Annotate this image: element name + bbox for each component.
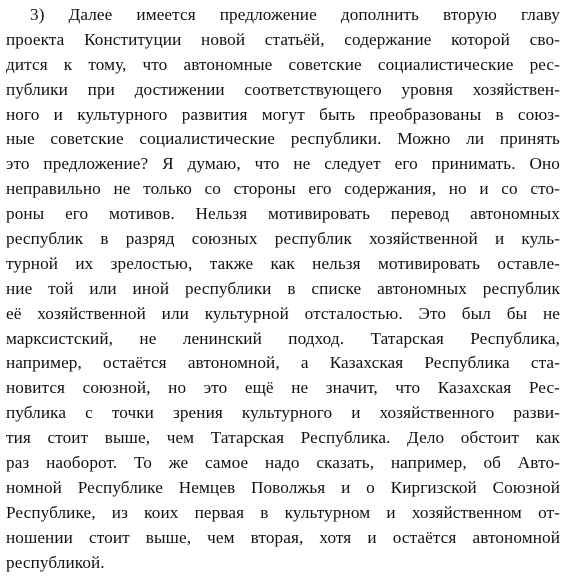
text-line-12: ние той или иной республики в списке автономных республик (6, 278, 560, 298)
text-line-5: ного и культурного развития могут быть преобразованы в союз- (6, 104, 560, 124)
text-line-10: республик в разряд союзных республик хозяйственной и куль- (6, 229, 560, 249)
text-line-22: ношении стоит выше, чем вторая, хотя и остаётся автономной (6, 527, 560, 547)
paragraph (6, 3, 560, 575)
text-line-2: проекта Конституции новой статьёй, содержание которой сво- (6, 29, 560, 49)
text-line-18: тия стоит выше, чем Татарская Республика. Дело обстоит как (6, 428, 560, 448)
text-line-14: марксистский, не ленинский подход. Татарская Республика, (6, 328, 560, 348)
text-line-8: неправильно не только со стороны его содержания, но и со сто- (6, 179, 560, 199)
text-line-23: республикой. (6, 552, 105, 572)
text-line-9: роны его мотивов. Нельзя мотивировать перевод автономных (6, 204, 560, 224)
text-line-17: публика с точки зрения культурного и хозяйственного разви- (6, 403, 560, 423)
text-line-19: раз наоборот. То же самое надо сказать, например, об Авто- (6, 453, 560, 473)
text-line-15: например, остаётся автономной, а Казахская Республика ста- (6, 353, 560, 373)
text-line-3: дится к тому, что автономные советские социалистические рес- (6, 54, 560, 74)
text-line-13: её хозяйственной или культурной отсталостью. Это был бы не (6, 303, 560, 323)
text-line-11: турной их зрелостью, также как нельзя мотивировать оставле- (6, 253, 560, 273)
text-line-20: номной Республике Немцев Поволжья и о Киргизской Союзной (6, 477, 560, 497)
text-line-16: новится союзной, но это ещё не значит, что Казахская Рес- (6, 378, 560, 398)
text-line-1: 3) Далее имеется предложение дополнить вторую главу (30, 5, 560, 24)
text-line-7: это предложение? Я думаю, что не следует его принимать. Оно (6, 154, 560, 174)
text-line-6: ные советские социалистические республики. Можно ли принять (6, 129, 560, 149)
text-line-21: Республике, из коих первая в культурном и хозяйственном от- (6, 502, 560, 522)
text-line-4: публики при достижении соответствующего уровня хозяйствен- (6, 79, 560, 99)
